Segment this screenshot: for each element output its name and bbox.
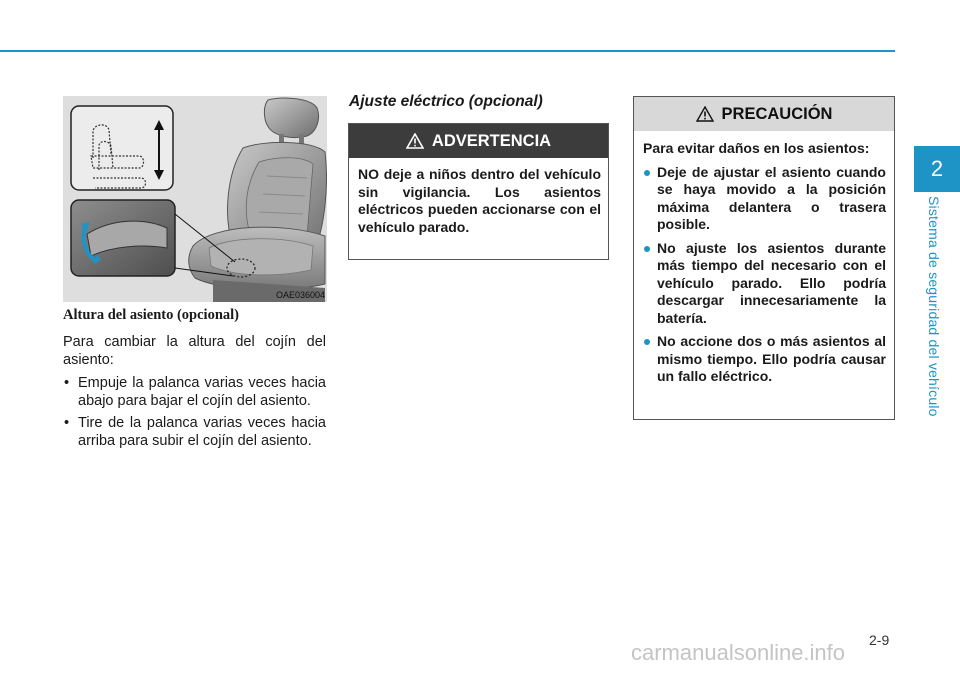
chapter-title: Sistema de seguridad del vehículo [926, 196, 942, 417]
list-item: • Empuje la palanca varias veces hacia abajo para bajar el cojín del asiento. [63, 374, 326, 410]
list-item: No accione dos o más asientos al mismo tiempo. Ello podría causar un fallo eléctrico. [643, 333, 886, 386]
seat-height-steps [63, 374, 326, 450]
seat-height-section [63, 307, 326, 454]
caution-triangle-icon [696, 106, 714, 122]
warning-box [348, 123, 609, 260]
caution-title: PRECAUCIÓN [721, 104, 833, 123]
warning-text: NO deje a niños dentro del vehículo sin vigilancia. Los asientos eléctricos pueden accionarse con el vehículo parado. [358, 166, 601, 235]
illustration-code: OAE036004 [275, 290, 325, 300]
caution-box [633, 96, 895, 420]
power-adjust-heading: Ajuste eléctrico (opcional) [349, 93, 543, 110]
list-item: No ajuste los asientos durante más tiempo del necesario con el vehículo parado. Ello podría descargar innecesariamente la batería. [643, 240, 886, 328]
seat-drawing [63, 96, 327, 302]
header-rule [0, 50, 895, 52]
section-heading: Altura del asiento (opcional) [63, 307, 240, 323]
caution-intro: Para evitar daños en los asientos: [643, 140, 870, 156]
warning-title: ADVERTENCIA [431, 131, 552, 150]
chapter-tab[interactable] [914, 146, 960, 192]
caution-header [634, 97, 894, 131]
section-intro: Para cambiar la altura del cojín del asiento: [63, 334, 326, 368]
warning-triangle-icon [406, 133, 424, 149]
list-item: • Tire de la palanca varias veces hacia arriba para subir el cojín del asiento. [63, 414, 326, 450]
watermark: carmanualsonline.info [631, 640, 846, 665]
page-number: 2-9 [869, 632, 890, 648]
caution-list [634, 164, 894, 386]
list-item: Deje de ajustar el asiento cuando se haya movido a la posición máxima delantera o trasera posible. [643, 164, 886, 234]
warning-header [349, 124, 608, 158]
chapter-number: 2 [930, 156, 944, 181]
seat-height-illustration [63, 96, 327, 302]
